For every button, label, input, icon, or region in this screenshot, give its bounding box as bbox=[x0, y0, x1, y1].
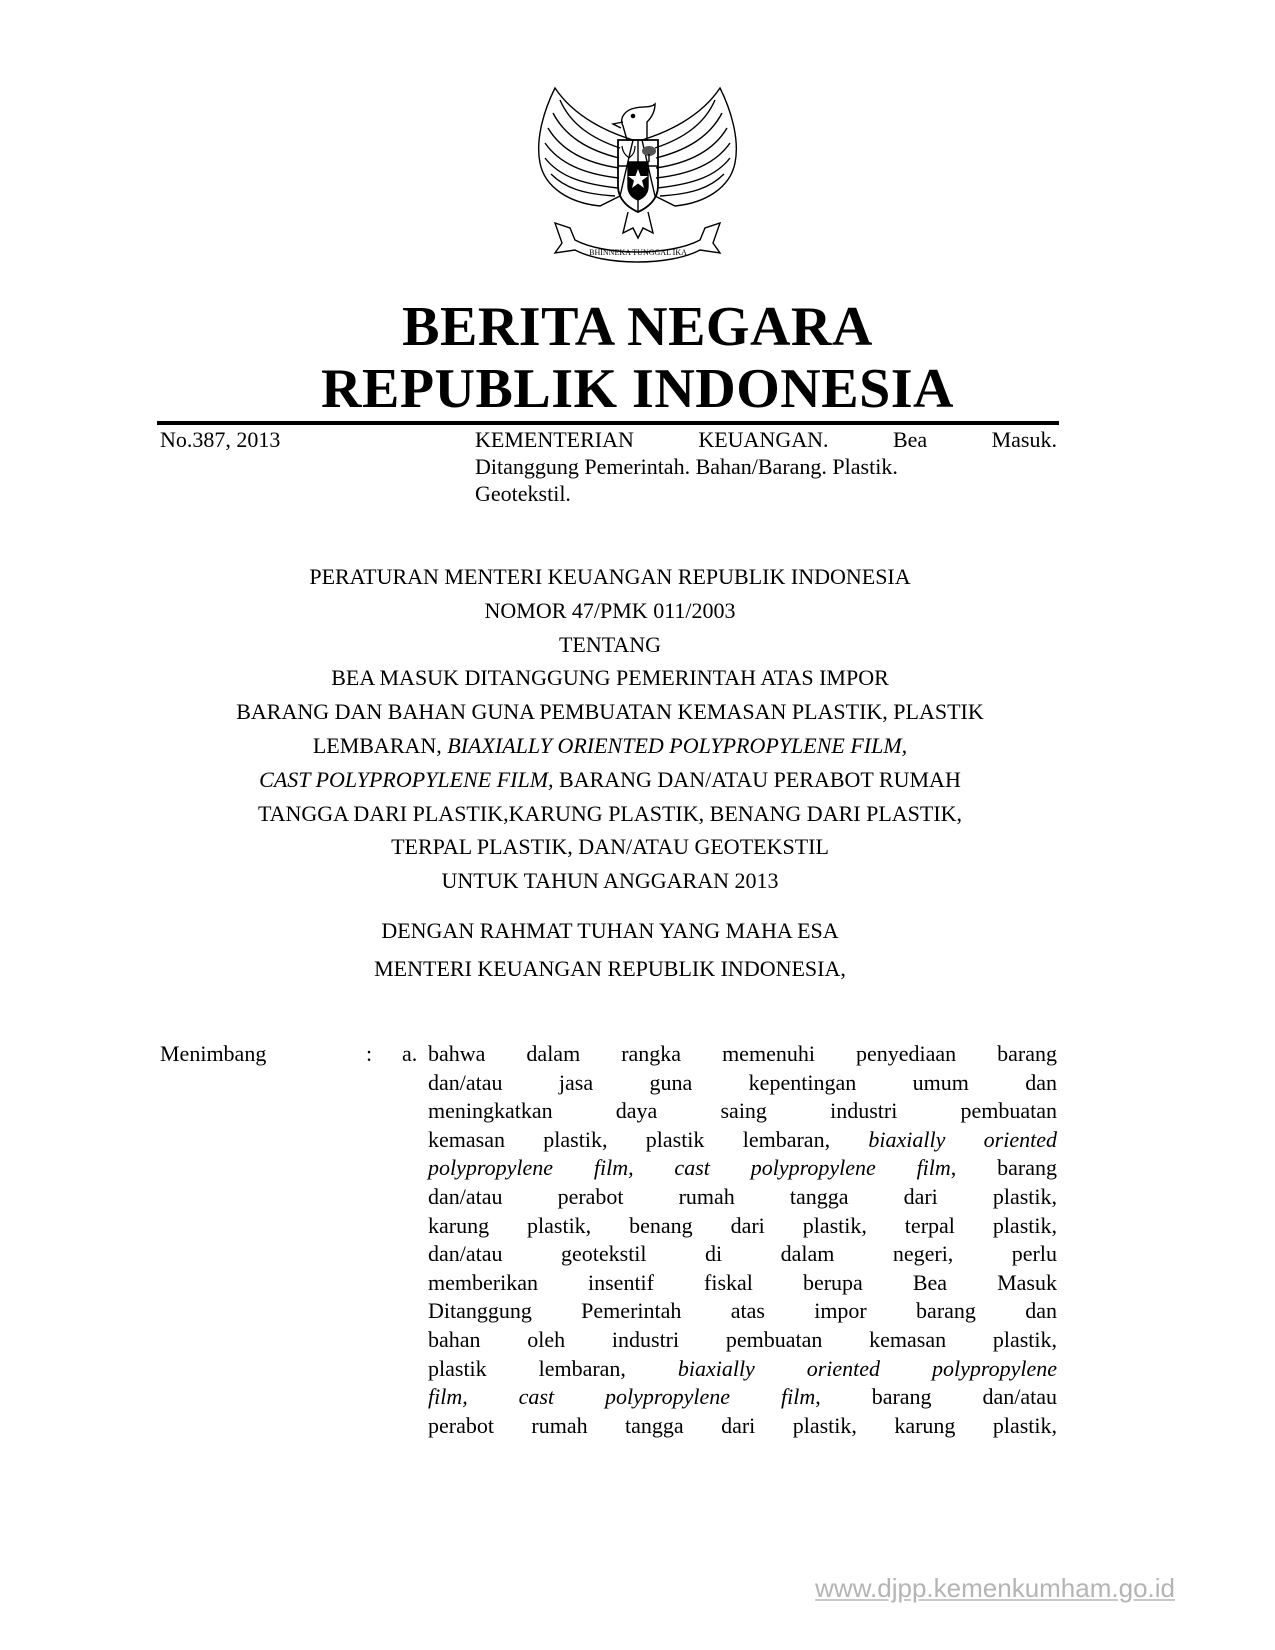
title-line: TENTANG bbox=[558, 631, 662, 657]
title-line: BEA MASUK DITANGGUNG PEMERINTAH ATAS IMPOR bbox=[331, 665, 889, 691]
subject-line-3: Geotekstil. bbox=[475, 481, 571, 506]
title-line: TERPAL PLASTIK, DAN/ATAU GEOTEKSTIL bbox=[391, 834, 829, 860]
text: , barang bbox=[950, 1155, 1057, 1181]
subject-word: KEMENTERIAN bbox=[475, 427, 634, 452]
gazette-subject bbox=[475, 426, 1057, 507]
title-text-italic: CAST POLYPROPYLENE FILM, bbox=[259, 766, 554, 792]
text-line bbox=[428, 1355, 1057, 1384]
text-italic: biaxially oriented bbox=[868, 1126, 1057, 1152]
subject-line-2: Ditanggung Pemerintah. Bahan/Barang. Plastik. bbox=[475, 454, 898, 479]
title-line bbox=[160, 729, 1060, 763]
text-line: dan/atau jasa guna kepentingan umum dan bbox=[428, 1069, 1057, 1095]
text-italic: film, cast polypropylene film bbox=[428, 1384, 816, 1410]
source-watermark-link[interactable]: www.djpp.kemenkumham.go.id bbox=[815, 1573, 1175, 1603]
subject-word: Masuk. bbox=[991, 427, 1057, 452]
text-line: bahan oleh industri pembuatan kemasan plastik, bbox=[428, 1326, 1057, 1352]
considering-item-letter: a. bbox=[402, 1041, 418, 1066]
text-line: perabot rumah tangga dari plastik, karung plastik, bbox=[428, 1412, 1057, 1438]
svg-text:BHINNEKA TUNGGAL IKA: BHINNEKA TUNGGAL IKA bbox=[589, 248, 687, 257]
gazette-number: No.387, 2013 bbox=[160, 427, 281, 452]
considering-colon: : bbox=[366, 1041, 373, 1066]
title-text: BARANG DAN/ATAU PERABOT RUMAH bbox=[553, 766, 961, 792]
text-line: meningkatkan daya saing industri pembuatan bbox=[428, 1098, 1057, 1124]
regulation-title bbox=[160, 560, 1060, 898]
text: kemasan plastik, plastik lembaran, bbox=[428, 1126, 869, 1152]
text-line bbox=[428, 1383, 1057, 1412]
masthead-title-line1: BERITA NEGARA bbox=[402, 296, 873, 358]
text-line: dan/atau geotekstil di dalam negeri, perlu bbox=[428, 1241, 1057, 1267]
title-line: BARANG DAN BAHAN GUNA PEMBUATAN KEMASAN PLASTIK, PLASTIK bbox=[236, 699, 984, 725]
subject-word: KEUANGAN. bbox=[698, 427, 829, 452]
text-line: bahwa dalam rangka memenuhi penyediaan barang bbox=[428, 1041, 1057, 1066]
garuda-emblem-icon bbox=[515, 78, 760, 268]
title-number: NOMOR 47/PMK 011/2003 bbox=[484, 597, 736, 623]
title-line: PERATURAN MENTERI KEUANGAN REPUBLIK INDONESIA bbox=[309, 564, 911, 589]
text-line: Ditanggung Pemerintah atas impor barang dan bbox=[428, 1298, 1057, 1324]
text-italic: biaxially oriented polypropylene bbox=[677, 1355, 1057, 1381]
masthead-divider bbox=[157, 421, 1059, 425]
masthead-title-line2: REPUBLIK INDONESIA bbox=[321, 358, 954, 420]
considering-label: Menimbang bbox=[160, 1041, 267, 1066]
text: , barang dan/atau bbox=[815, 1384, 1058, 1410]
title-text: LEMBARAN, bbox=[312, 732, 448, 758]
text-line: karung plastik, benang dari plastik, terpal plastik, bbox=[428, 1212, 1057, 1238]
title-line bbox=[160, 763, 1060, 797]
title-line: UNTUK TAHUN ANGGARAN 2013 bbox=[441, 868, 779, 894]
subject-line-1 bbox=[475, 426, 1057, 453]
opening-line: DENGAN RAHMAT TUHAN YANG MAHA ESA bbox=[381, 918, 839, 943]
opening-formula bbox=[160, 914, 1060, 986]
text-line: dan/atau perabot rumah tangga dari plastik, bbox=[428, 1183, 1057, 1209]
opening-line: MENTERI KEUANGAN REPUBLIK INDONESIA, bbox=[374, 956, 846, 981]
title-text-italic: BIAXIALLY ORIENTED POLYPROPYLENE FILM, bbox=[447, 732, 908, 758]
text-line bbox=[428, 1126, 1057, 1155]
text-line: memberikan insentif fiskal berupa Bea Masuk bbox=[428, 1269, 1057, 1295]
title-line: TANGGA DARI PLASTIK,KARUNG PLASTIK, BENANG DARI PLASTIK, bbox=[257, 800, 963, 826]
considering-item-text bbox=[428, 1040, 1057, 1440]
subject-word: Bea bbox=[892, 427, 928, 452]
text-line bbox=[428, 1154, 1057, 1183]
text-italic: polypropylene film, cast polypropylene film bbox=[428, 1155, 951, 1181]
text: plastik lembaran, bbox=[428, 1355, 678, 1381]
